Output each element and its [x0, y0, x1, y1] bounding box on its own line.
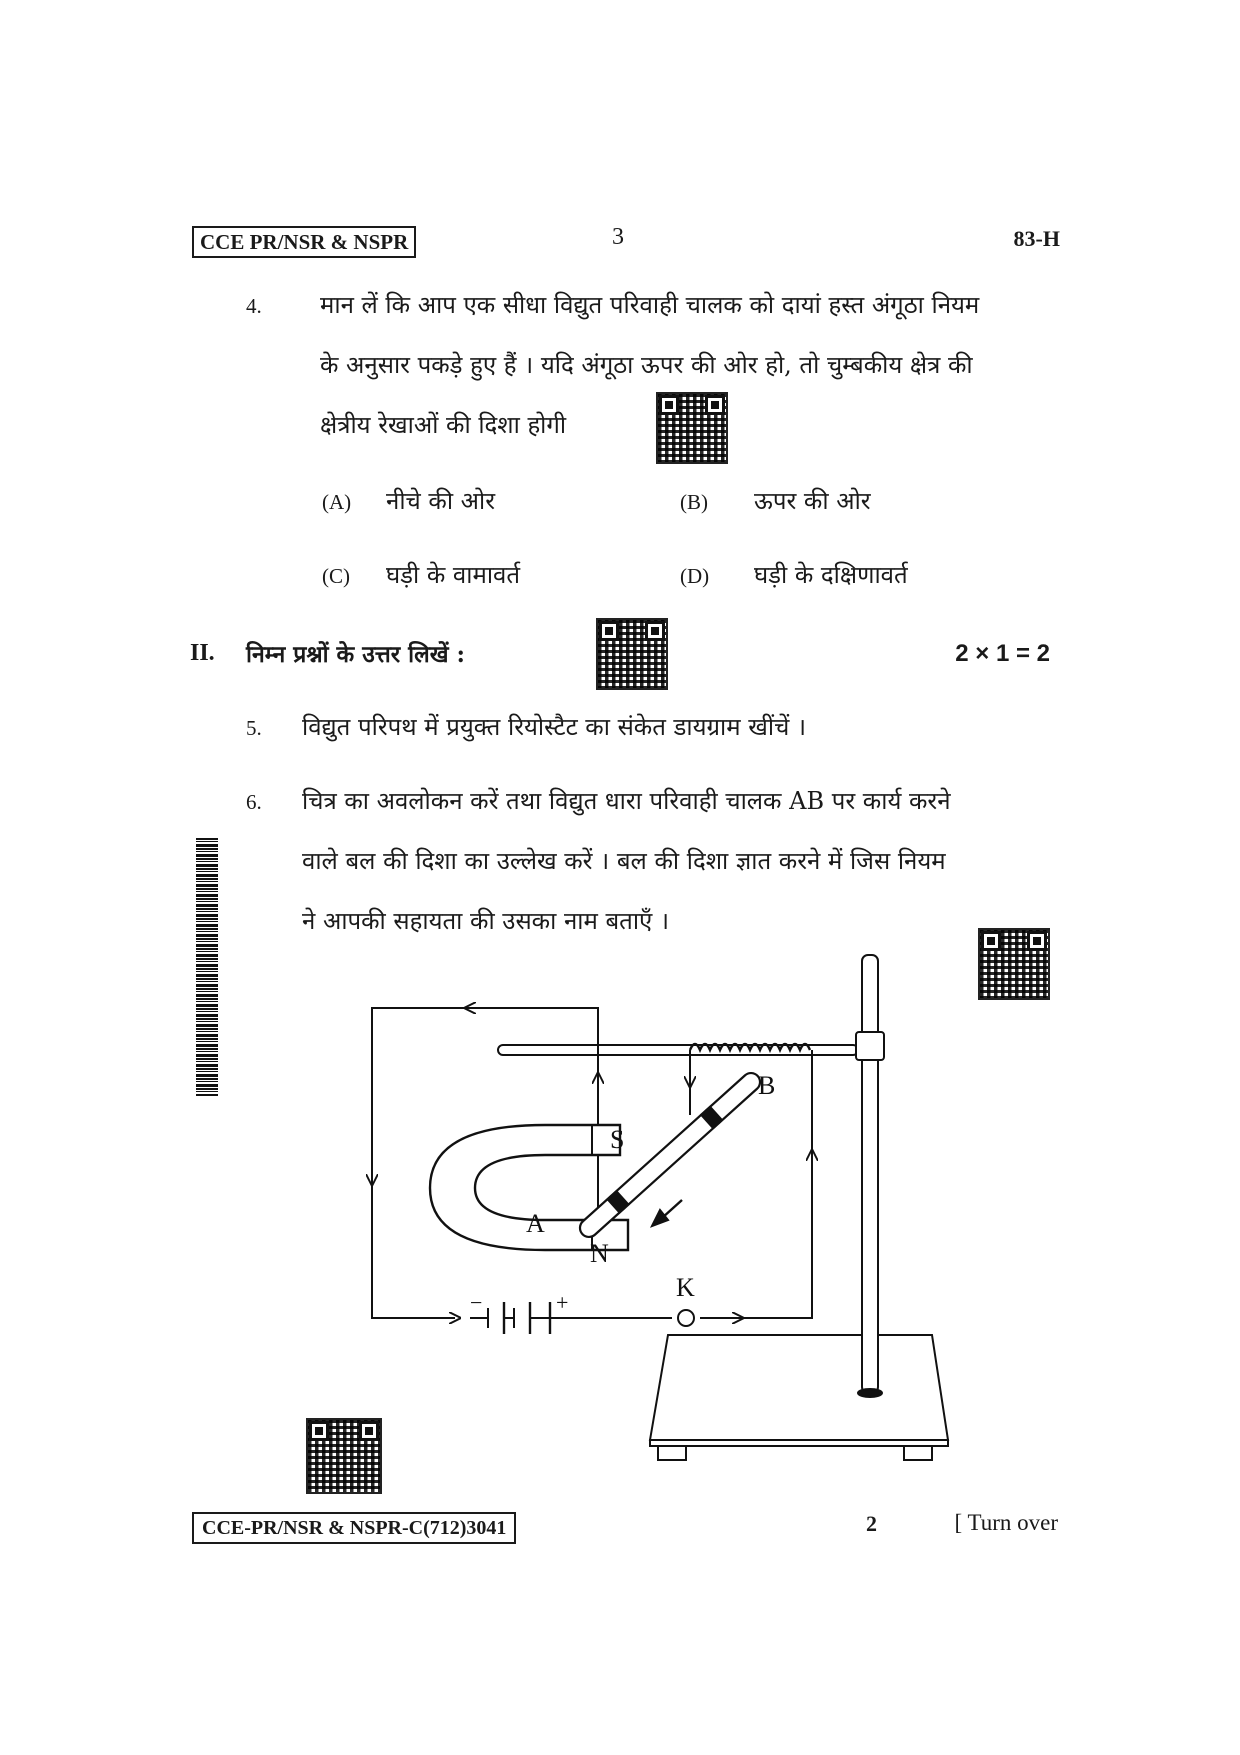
battery-symbol	[470, 1302, 560, 1334]
stand-clamp	[856, 1032, 884, 1060]
label-a: A	[526, 1209, 545, 1238]
option-a-label: (A)	[322, 490, 352, 514]
question-5-text: विद्युत परिपथ में प्रयुक्त रियोस्टैट का संकेत डायग्राम खींचें ।	[302, 713, 807, 741]
stand-base	[650, 1335, 948, 1440]
option-d-text: घड़ी के दक्षिणावर्त	[754, 561, 908, 589]
question-5-number: 5.	[246, 716, 262, 740]
question-6-line-1: चित्र का अवलोकन करें तथा विद्युत धारा परिवाही चालक AB पर कार्य करने	[302, 787, 951, 815]
stand-foot-right	[904, 1446, 932, 1460]
key-circle	[678, 1310, 694, 1326]
option-b-text: ऊपर की ओर	[754, 487, 871, 515]
option-c-label: (C)	[322, 564, 350, 588]
footer-turn-over: [ Turn over	[954, 1510, 1058, 1535]
header-right-code: 83-H	[1013, 226, 1060, 251]
question-4-line-1: मान लें कि आप एक सीधा विद्युत परिवाही चालक को दायां हस्त अंगूठा नियम	[320, 291, 980, 319]
question-6-number: 6.	[246, 790, 262, 814]
battery-minus-label: −	[470, 1290, 483, 1315]
header-page-number: 3	[612, 224, 624, 250]
footer-page-number: 2	[866, 1511, 877, 1536]
section-2-marks: 2 × 1 = 2	[955, 640, 1050, 667]
label-n: N	[590, 1239, 609, 1268]
question-4-line-3: क्षेत्रीय रेखाओं की दिशा होगी	[320, 411, 567, 439]
question-6-line-2: वाले बल की दिशा का उल्लेख करें । बल की दिशा ज्ञात करने में जिस नियम	[302, 847, 946, 875]
question-6-line-3: ने आपकी सहायता की उसका नाम बताएँ ।	[302, 907, 670, 935]
header-left-code: CCE PR/NSR & NSPR	[192, 226, 416, 258]
footer-code: CCE-PR/NSR & NSPR-C(712)3041	[192, 1512, 516, 1544]
battery-plus-label: +	[556, 1290, 569, 1315]
section-2-roman: II.	[190, 640, 215, 666]
label-s: S	[610, 1125, 625, 1154]
force-arrow-head	[652, 1210, 668, 1226]
stand-rod-base	[858, 1389, 882, 1397]
stand-foot-left	[658, 1446, 686, 1460]
option-c-text: घड़ी के वामावर्त	[386, 561, 521, 589]
question-4-number: 4.	[246, 294, 262, 318]
option-a-text: नीचे की ओर	[386, 487, 496, 515]
option-d-label: (D)	[680, 564, 710, 588]
section-2-title: निम्न प्रश्नों के उत्तर लिखें :	[246, 641, 466, 668]
qr-code-icon	[306, 1418, 382, 1494]
horizontal-rod	[498, 1045, 858, 1055]
label-k: K	[676, 1273, 695, 1302]
question-4-line-2: के अनुसार पकड़े हुए हैं । यदि अंगूठा ऊपर की ओर हो, तो चुम्बकीय क्षेत्र की	[320, 351, 973, 379]
stand-rod	[862, 955, 878, 1393]
label-b: B	[758, 1071, 776, 1100]
option-b-label: (B)	[680, 490, 708, 514]
